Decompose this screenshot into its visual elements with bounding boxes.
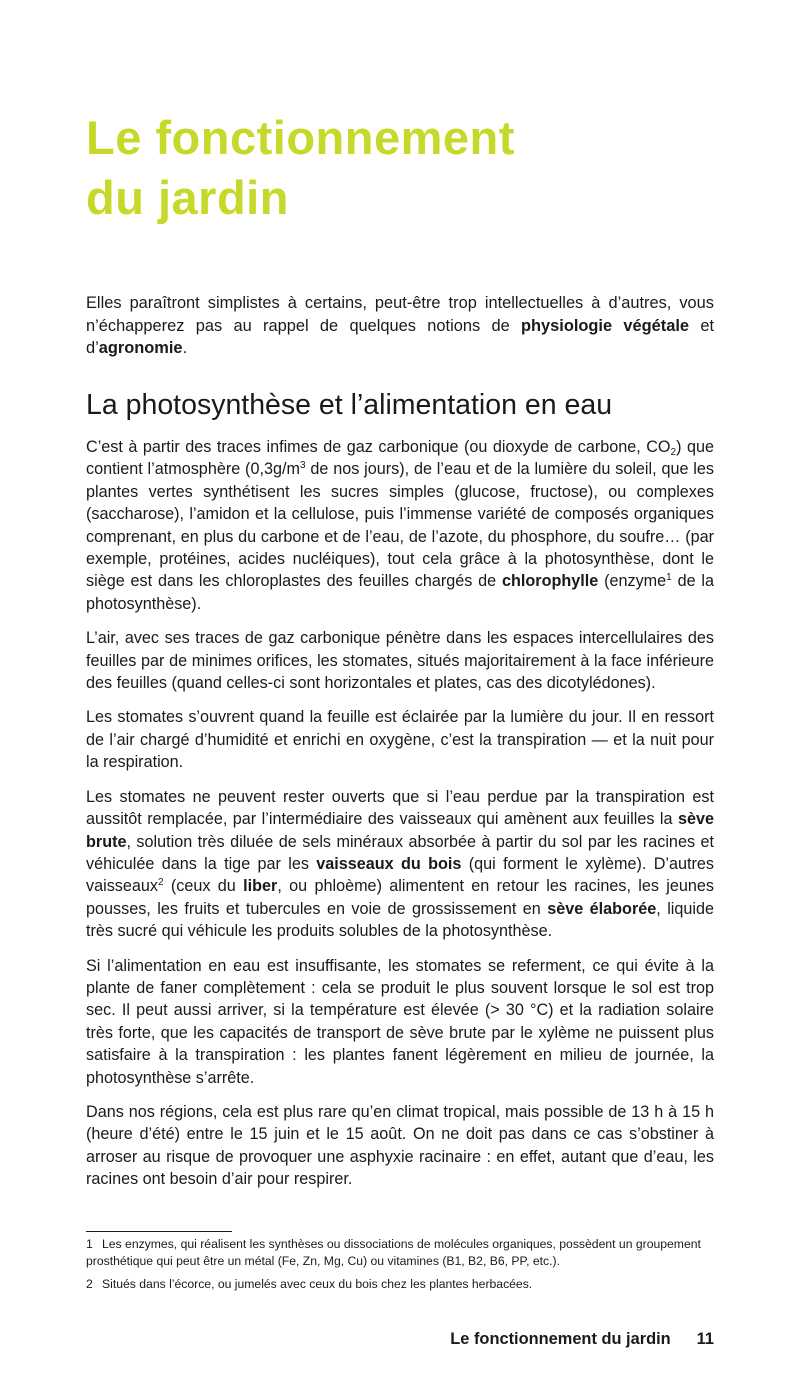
footnote-number: 2 [86,1277,93,1291]
footnote-text: Situés dans l’écorce, ou jumelés avec ceux du bois chez les plantes herbacées. [102,1277,533,1291]
paragraph-text: (qui forment le xylème). D’autres vaisseaux [86,854,714,896]
running-title: Le fonctionnement du jardin [450,1330,671,1348]
footnote-ref-1[interactable]: 1 [666,572,672,584]
footnote-ref-2[interactable]: 2 [157,877,164,889]
page-title-line-2: du jardin [86,171,289,224]
term-vaisseaux-du-bois: vaisseaux du bois [316,854,462,873]
paragraph-regions: Dans nos régions, cela est plus rare qu’en climat tropical, mais possible de 13 h à 15 h (heure d’été) entre le 15 juin et le 15 août. On ne doit pas dans ce cas s’obstiner à arroser au risque de provoquer une asphyxie racinaire : en effet, autant que d’eau, les racines ont besoin d’air pour respirer. [86,1102,714,1189]
paragraph-transpiration: Les stomates s’ouvrent quand la feuille est éclairée par la lumière du jour. Il en ressort de l’air chargé d’humidité et enrichi en oxygène, c’est la transpiration — et la nuit pour la respiration. [86,708,714,772]
intro-paragraph [86,292,714,360]
intro-text: . [182,339,188,357]
unit-superscript: 3 [299,460,306,472]
page-number: 11 [696,1330,714,1348]
term-liber: liber [243,877,278,896]
term-seve-brute: sève brute [86,810,714,851]
paragraph-stomata: L’air, avec ses traces de gaz carbonique pénètre dans les espaces intercellulaires des feuilles par de minimes orifices, les stomates, situés majoritairement à la face inférieure des feuilles (quand celles-ci sont horizontales et plates, cas des dicotylédones). [86,629,714,693]
page-footer [450,1328,714,1350]
paragraph-text: ) que contient l’atmosphère (0,3g/m [86,438,714,479]
co2-subscript: 2 [670,447,677,458]
section-heading: La photosynthèse et l’alimentation en eau [86,389,613,421]
footnote-divider [86,1231,232,1232]
term-seve-elaboree: sève élaborée [547,899,657,918]
footnote-number: 1 [86,1237,93,1251]
footnote-2 [86,1276,716,1293]
intro-term-physiology: physiologie végétale [521,316,690,335]
paragraph-text: (ceux du [163,877,244,896]
paragraph-text: , solution très diluée de sels minéraux absorbée à partir du sol par les racines et véhiculée dans la tige par les [86,832,714,873]
paragraph-water-shortage: Si l’alimentation en eau est insuffisante, les stomates se referment, ce qui évite à la plante de faner complètement : cela se produit le plus souvent lorsque le sol est trop sec. Il peut aussi arriver, si la température est élevée (> 30 °C) et la radiation solaire très forte, que les capacités de transport de sève brute par le xylème ne puissent plus satisfaire à la transpiration : les plantes fanent légèrement en milieu de journée, la photosynthèse s’arrête. [86,956,714,1087]
term-chlorophyll: chlorophylle [502,572,599,591]
footnote-1 [86,1236,716,1270]
paragraph-sap [86,786,714,943]
intro-text: Elles paraîtront simplistes à certains, peut-être trop intellectuelles à d’autres, vous n’échapperez pas au rappel de quelques notions de [86,294,714,335]
paragraph-photosynthesis [86,436,714,615]
paragraph-text: de nos jours), de l’eau et de la lumière du soleil, que les plantes vertes synthétisent les sucres simples (glucose, fructose), ou complexes (saccharose), l’amidon et la cellulose, puis l’immense variété de composés organiques comprenant, en plus du carbone et de l’eau, de l’azote, du phosphore, du soufre… (par exemple, protéines, acides nucléiques), tout cela grâce à la photosynthèse, dont le siège est dans les chloroplastes des feuilles chargés de [86,460,714,591]
paragraph-text: , ou phloème) alimentent en retour les racines, les jeunes pousses, les fruits et tubercules en voie de grossissement en [86,877,714,918]
footnotes [86,1236,716,1299]
page-title-line-1: Le fonctionnement [86,111,515,164]
intro-text: et d’ [86,316,715,357]
paragraph-text: (enzyme [598,572,667,591]
paragraph-text: C’est à partir des traces infimes de gaz carbonique (ou dioxyde de carbone, CO [86,438,671,456]
paragraph-text: de la photosynthèse). [86,572,714,613]
footnote-text: Les enzymes, qui réalisent les synthèses ou dissociations de molécules organiques, possèdent un groupement prosthétique qui peut être un métal (Fe, Zn, Mg, Cu) ou vitamines (B1, B2, B6, PP, etc.). [86,1237,701,1268]
page-title [86,108,726,228]
paragraph-text: Les stomates ne peuvent rester ouverts que si l’eau perdue par la transpiration est aussitôt remplacée, par l’intermédiaire des vaisseaux qui amènent aux feuilles la [86,787,714,829]
intro-term-agronomy: agronomie [98,339,183,357]
body-text [86,436,714,1203]
paragraph-text: , liquide très sucré qui véhicule les produits solubles de la photosynthèse. [86,899,715,941]
